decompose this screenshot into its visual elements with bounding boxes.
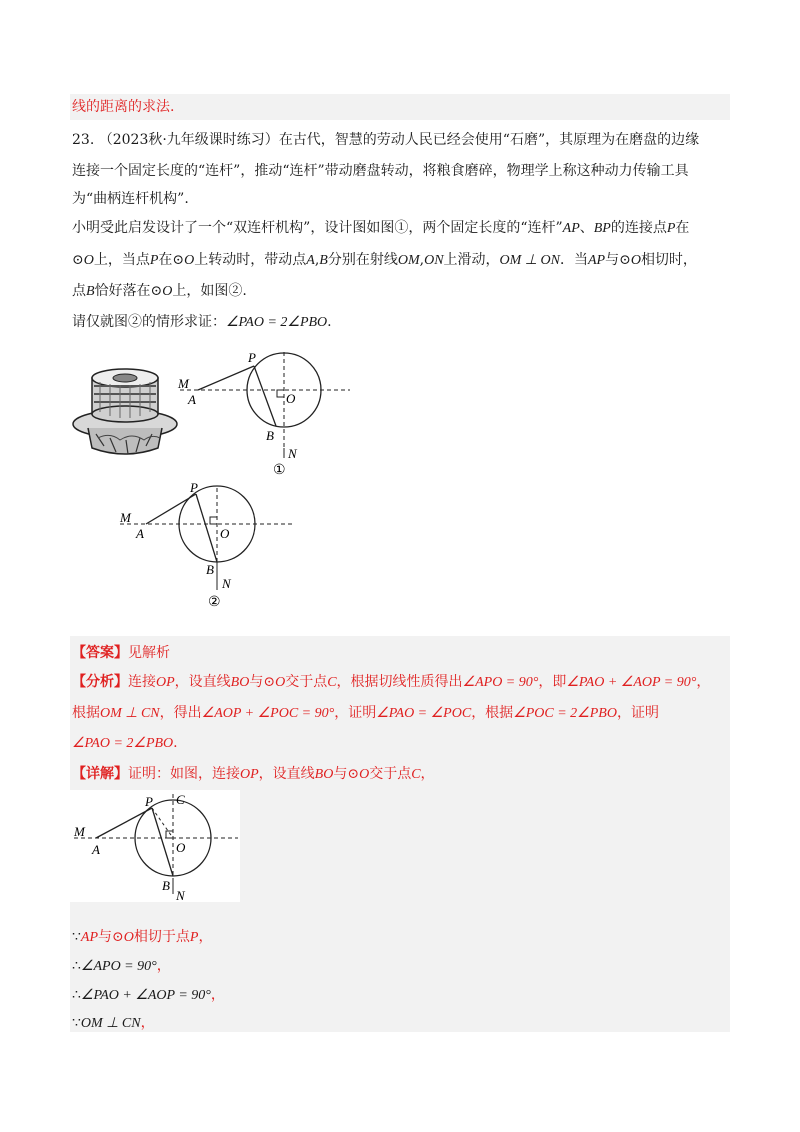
previous-continuation-text: 线的距离的求法.	[72, 99, 175, 115]
proof-line-4: ∵OM ⊥ CN，	[72, 1015, 155, 1031]
proof-line-2: ∴∠APO = 90°，	[72, 958, 171, 974]
link-bp	[254, 366, 276, 426]
answer-text: 见解析	[128, 645, 170, 661]
label-m: M	[178, 376, 189, 391]
analysis-line-2: 根据OM ⊥ CN，得出∠AOP + ∠POC = 90°，证明∠PAO = ∠POC，根据∠POC = 2∠PBO，证明	[72, 705, 659, 721]
figure-3-diagram	[70, 790, 240, 902]
link-bp	[196, 494, 217, 562]
analysis-line-1: 【分析】连接OP，设直线BO与⊙O交于点C，根据切线性质得出∠APO = 90°，即∠PAO + ∠AOP = 90°，	[72, 674, 711, 690]
question-line-3: 为“曲柄连杆机构”.	[72, 191, 189, 207]
detail-line: 【详解】证明：如图，连接OP，设直线BO与⊙O交于点C，	[72, 766, 435, 782]
label-a: A	[92, 842, 100, 857]
figure-2-caption: ②	[208, 595, 221, 610]
question-line-2: 连接一个固定长度的“连杆”，推动“连杆”带动磨盘转动，将粮食磨碎，物理学上称这种动力传输工具	[72, 163, 689, 179]
answer-tag: 【答案】	[72, 645, 128, 661]
label-n: N	[288, 446, 297, 461]
right-angle-mark	[210, 517, 217, 524]
figure-2-diagram	[112, 482, 302, 612]
question-line-6: 点B恰好落在⊙O上，如图②.	[72, 283, 247, 299]
label-a: A	[136, 526, 144, 541]
label-m: M	[74, 824, 85, 839]
right-angle-mark	[277, 390, 284, 397]
answer-line	[72, 643, 170, 663]
analysis-line-3: ∠PAO = 2∠PBO.	[72, 735, 178, 751]
proof-line-3: ∴∠PAO + ∠AOP = 90°，	[72, 987, 225, 1003]
question-number: 23.	[72, 132, 95, 148]
label-o: O	[220, 526, 230, 541]
question-source: （2023秋·九年级课时练习）	[98, 132, 279, 148]
proof-line-1: ∵AP与⊙O相切于点P，	[72, 929, 213, 945]
figure-1-diagram	[170, 348, 360, 478]
question-line-5: ⊙O上，当点P在⊙O上转动时，带动点A,B分别在射线OM,ON上滑动，OM ⊥ ON．当AP与⊙O相切时，	[72, 252, 697, 268]
analysis-tag: 【分析】	[72, 674, 128, 690]
label-o: O	[286, 391, 296, 406]
label-p: P	[248, 350, 256, 365]
link-ap	[198, 366, 254, 390]
label-n: N	[176, 888, 185, 902]
question-line-4: 小明受此启发设计了一个“双连杆机构”，设计图如图①，两个固定长度的“连杆”AP、BP的连接点P在	[72, 220, 690, 236]
segment-ap	[96, 808, 152, 838]
right-angle-mark	[166, 831, 173, 838]
label-a: A	[188, 392, 196, 407]
label-b: B	[206, 562, 214, 577]
segment-op-dashed	[152, 808, 173, 838]
label-b: B	[266, 428, 274, 443]
label-o: O	[176, 840, 186, 855]
question-line-1: 23. （2023秋·九年级课时练习）在古代，智慧的劳动人民已经会使用“石磨”，其原理为在磨盘的边缘	[72, 132, 700, 148]
figure-1-caption: ①	[273, 463, 286, 478]
label-n: N	[222, 576, 231, 591]
millstone-illustration	[70, 352, 180, 460]
label-b: B	[162, 878, 170, 893]
label-m: M	[120, 510, 131, 525]
link-ap	[146, 494, 196, 524]
label-p: P	[190, 482, 198, 495]
detail-tag: 【详解】	[72, 766, 128, 782]
segment-bp	[152, 808, 173, 876]
question-line-7: 请仅就图②的情形求证：∠PAO = 2∠PBO.	[72, 314, 332, 330]
label-p: P	[145, 794, 153, 809]
label-c: C	[176, 792, 185, 807]
